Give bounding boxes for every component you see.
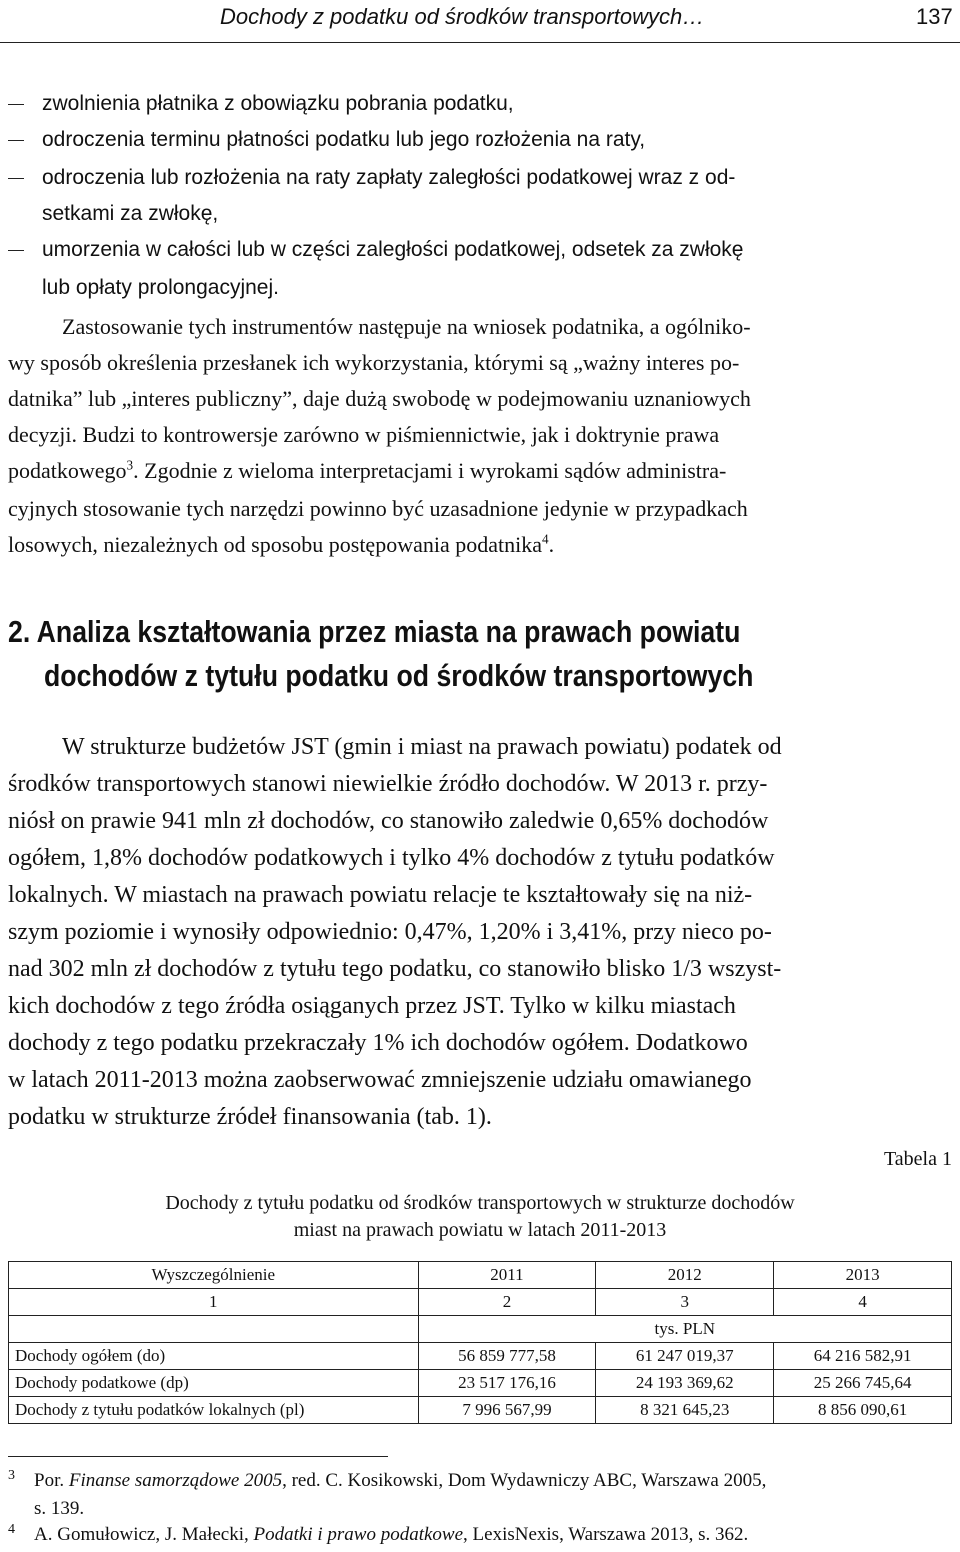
- dash-bullet: [8, 140, 24, 141]
- table-header-cell: 2013: [774, 1262, 952, 1289]
- paragraph-line: [8, 532, 554, 558]
- paragraph-line: decyzji. Budzi to kontrowersje zarówno w piśmiennictwie, jak i doktrynie prawa: [8, 422, 720, 447]
- dash-bullet: [8, 250, 24, 251]
- footnote-text: [34, 1524, 748, 1546]
- header-rule: [0, 42, 960, 43]
- text-run: podatkowego: [8, 458, 127, 483]
- list-item: odroczenia lub rozłożenia na raty zapłaty zaległości podatkowej wraz z od-: [42, 166, 736, 189]
- table-cell: 64 216 582,91: [774, 1343, 952, 1370]
- table-caption-line: Dochody z tytułu podatku od środków transportowych w strukturze dochodów: [165, 1192, 795, 1214]
- running-title: Dochody z podatku od środków transportowych…: [220, 4, 705, 29]
- table-cell: [9, 1316, 419, 1343]
- text-run: losowych, niezależnych od sposobu postępowania podatnika: [8, 532, 542, 557]
- table-cell: Dochody ogółem (do): [9, 1343, 419, 1370]
- footnote-number: 3: [8, 1468, 15, 1483]
- paragraph-line: niósł on prawie 941 mln zł dochodów, co stanowiło zaledwie 0,65% dochodów: [8, 808, 769, 834]
- footnote-number: 4: [8, 1522, 15, 1537]
- paragraph-line: Zastosowanie tych instrumentów następuje na wniosek podatnika, a ogólniko-: [62, 314, 751, 339]
- table-unit-row: [9, 1316, 952, 1343]
- table-cell: 25 266 745,64: [774, 1370, 952, 1397]
- table-cell: 61 247 019,37: [596, 1343, 774, 1370]
- page-number: 137: [916, 4, 953, 29]
- text-run: , red. C. Kosikowski, Dom Wydawniczy ABC, Warszawa 2005,: [282, 1470, 767, 1491]
- table-unit-cell: tys. PLN: [418, 1316, 951, 1343]
- table-header-row: [9, 1262, 952, 1289]
- table-label: Tabela 1: [883, 1148, 952, 1170]
- paragraph-line: szym poziomie i wynosiły odpowiednio: 0,47%, 1,20% i 3,41%, przy nieco po-: [8, 919, 772, 945]
- section-heading-line: 2. Analiza kształtowania przez miasta na prawach powiatu: [8, 614, 741, 649]
- list-item: odroczenia terminu płatności podatku lub jego rozłożenia na raty,: [42, 128, 646, 151]
- list-item: umorzenia w całości lub w części zaległości podatkowej, odsetek za zwłokę: [42, 238, 744, 261]
- text-run: , LexisNexis, Warszawa 2013, s. 362.: [463, 1524, 749, 1545]
- citation-title: Podatki i prawo podatkowe: [253, 1524, 464, 1545]
- footnote-rule: [8, 1456, 388, 1457]
- dash-bullet: [8, 104, 24, 105]
- table-cell: 7 996 567,99: [418, 1397, 596, 1424]
- table-row: [9, 1343, 952, 1370]
- list-item: zwolnienia płatnika z obowiązku pobrania podatku,: [42, 92, 514, 115]
- paragraph-line: kich dochodów z tego źródła osiąganych przez JST. Tylko w kilku miastach: [8, 993, 736, 1019]
- footnote-ref[interactable]: 4: [541, 531, 549, 547]
- table-column-number-row: [9, 1289, 952, 1316]
- list-item-continuation: lub opłaty prolongacyjnej.: [42, 276, 279, 299]
- paragraph-line: cyjnych stosowanie tych narzędzi powinno być uzasadnione jedynie w przypadkach: [8, 496, 748, 521]
- text-run: . Zgodnie z wieloma interpretacjami i wyrokami sądów administra-: [133, 458, 727, 483]
- paragraph-line: datnika” lub „interes publiczny”, daje dużą swobodę w podejmowaniu uznaniowych: [8, 386, 751, 411]
- data-table: [8, 1261, 952, 1424]
- table-cell: 23 517 176,16: [418, 1370, 596, 1397]
- text-run: Por.: [34, 1470, 69, 1491]
- table-cell: Dochody podatkowe (dp): [9, 1370, 419, 1397]
- table-row: [9, 1370, 952, 1397]
- paragraph-line: podatku w strukturze źródeł finansowania (tab. 1).: [8, 1104, 492, 1130]
- table-header-cell: 2011: [418, 1262, 596, 1289]
- table-caption-line: miast na prawach powiatu w latach 2011-2013: [293, 1219, 667, 1241]
- paragraph-line: wy sposób określenia przesłanek ich wykorzystania, którymi są „ważny interes po-: [8, 350, 740, 375]
- table-cell: 1: [9, 1289, 419, 1316]
- table-header-cell: Wyszczególnienie: [9, 1262, 419, 1289]
- text-run: A. Gomułowicz, J. Małecki,: [34, 1524, 254, 1545]
- table-cell: Dochody z tytułu podatków lokalnych (pl): [9, 1397, 419, 1424]
- paragraph-line: ogółem, 1,8% dochodów podatkowych i tylko 4% dochodów z tytułu podatków: [8, 845, 775, 871]
- section-heading-line: dochodów z tytułu podatku od środków transportowych: [44, 658, 754, 693]
- footnote-text: [34, 1470, 766, 1492]
- paragraph-line: [8, 458, 726, 484]
- paragraph-line: w latach 2011-2013 można zaobserwować zmniejszenie udziału omawianego: [8, 1067, 752, 1093]
- paragraph-line: środków transportowych stanowi niewielkie źródło dochodów. W 2013 r. przy-: [8, 771, 768, 797]
- paragraph-line: dochody z tego podatku przekraczały 1% ich dochodów ogółem. Dodatkowo: [8, 1030, 748, 1056]
- paragraph-line: nad 302 mln zł dochodów z tytułu tego podatku, co stanowiło blisko 1/3 wszyst-: [8, 956, 782, 982]
- paragraph-line: lokalnych. W miastach na prawach powiatu relacje te kształtowały się na niż-: [8, 882, 753, 908]
- table-cell: 8 321 645,23: [596, 1397, 774, 1424]
- table-cell: 24 193 369,62: [596, 1370, 774, 1397]
- footnote-ref[interactable]: 3: [126, 457, 134, 473]
- dash-bullet: [8, 178, 24, 179]
- footnote-continuation: s. 139.: [34, 1498, 85, 1519]
- text-run: .: [548, 532, 555, 557]
- table-cell: 8 856 090,61: [774, 1397, 952, 1424]
- citation-title: Finanse samorządowe 2005: [68, 1470, 283, 1491]
- list-item-continuation: setkami za zwłokę,: [42, 202, 219, 225]
- table-cell: 3: [596, 1289, 774, 1316]
- table-header-cell: 2012: [596, 1262, 774, 1289]
- table-cell: 56 859 777,58: [418, 1343, 596, 1370]
- paragraph-line: W strukturze budżetów JST (gmin i miast na prawach powiatu) podatek od: [62, 734, 782, 760]
- table-cell: 4: [774, 1289, 952, 1316]
- table-cell: 2: [418, 1289, 596, 1316]
- table-row: [9, 1397, 952, 1424]
